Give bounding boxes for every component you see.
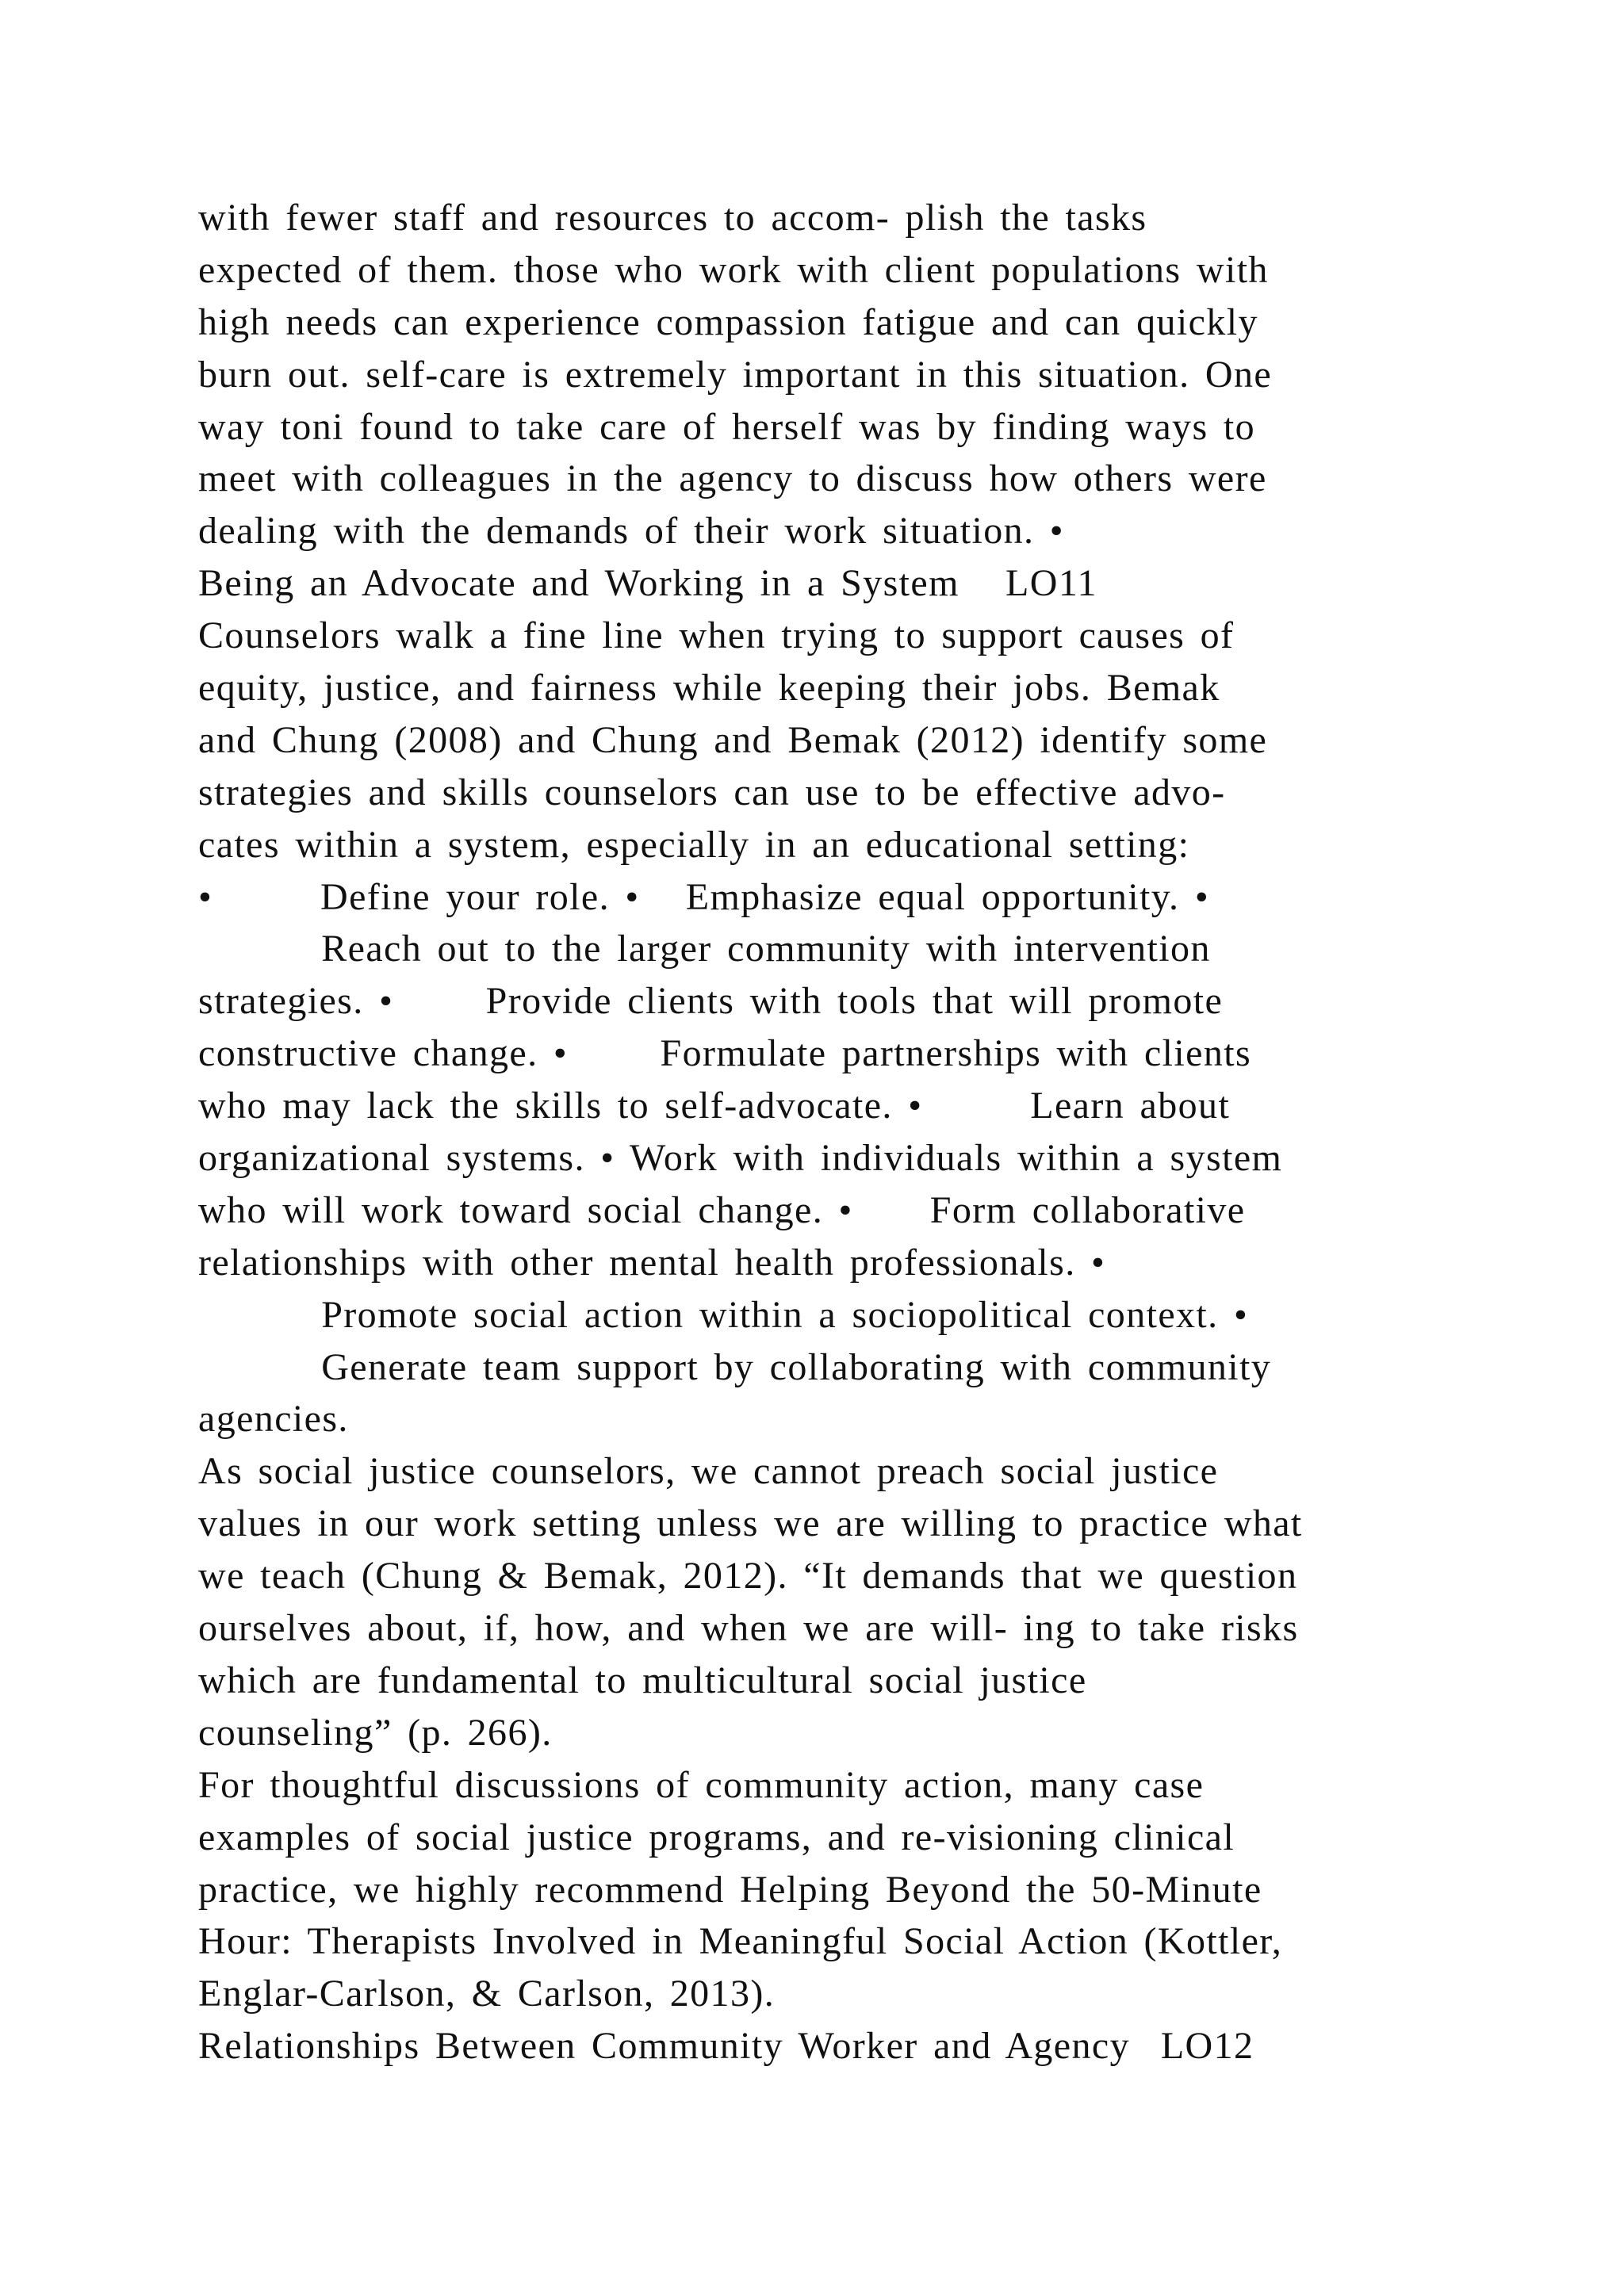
text-line: • Define your role. • Emphasize equal opportunity. • xyxy=(198,875,1210,918)
text-line: constructive change. • Formulate partnerships with clients xyxy=(198,1032,1252,1075)
text-line: Generate team support by collaborating with community xyxy=(198,1345,1272,1388)
text-line: with fewer staff and resources to accom- plish the tasks xyxy=(198,197,1147,239)
text-line: burn out. self-care is extremely important in this situation. One xyxy=(198,353,1273,396)
text-line: meet with colleagues in the agency to discuss how others were xyxy=(198,457,1267,500)
text-line: who may lack the skills to self-advocate. • Learn about xyxy=(198,1085,1231,1127)
text-line: equity, justice, and fairness while keeping their jobs. Bemak xyxy=(198,667,1220,710)
text-line: organizational systems. • Work with individuals within a system xyxy=(198,1137,1283,1180)
text-line: relationships with other mental health professionals. • xyxy=(198,1241,1106,1284)
text-line: cates within a system, especially in an educational setting: xyxy=(198,823,1190,866)
text-line: Englar-Carlson, & Carlson, 2013). xyxy=(198,1973,776,2015)
text-line: ourselves about, if, how, and when we are will- ing to take risks xyxy=(198,1607,1299,1650)
text-line: Being an Advocate and Working in a System LO11 xyxy=(198,562,1097,605)
text-line: expected of them. those who work with client populations with xyxy=(198,248,1269,291)
text-line: Hour: Therapists Involved in Meaningful Social Action (Kottler, xyxy=(198,1920,1283,1963)
text-line: high needs can experience compassion fatigue and can quickly xyxy=(198,300,1258,343)
text-line: values in our work setting unless we are willing to practice what xyxy=(198,1502,1303,1545)
text-line: counseling” (p. 266). xyxy=(198,1711,553,1754)
document-body xyxy=(198,192,1507,2072)
text-line: For thoughtful discussions of community action, many case xyxy=(198,1763,1205,1806)
text-line: way toni found to take care of herself was by finding ways to xyxy=(198,405,1256,448)
text-line: As social justice counselors, we cannot preach social justice xyxy=(198,1450,1219,1493)
text-line: agencies. xyxy=(198,1398,349,1441)
text-line: Promote social action within a sociopolitical context. • xyxy=(198,1293,1249,1336)
text-line: Relationships Between Community Worker and Agency LO12 xyxy=(198,2025,1254,2068)
text-line: practice, we highly recommend Helping Beyond the 50-Minute xyxy=(198,1868,1262,1911)
text-line: who will work toward social change. • Form collaborative xyxy=(198,1188,1246,1231)
text-line: dealing with the demands of their work situation. • xyxy=(198,510,1065,553)
text-line: we teach (Chung & Bemak, 2012). “It demands that we question xyxy=(198,1555,1298,1598)
text-line: which are fundamental to multicultural social justice xyxy=(198,1659,1087,1701)
text-line: strategies and skills counselors can use to be effective advo- xyxy=(198,771,1226,813)
text-line: Counselors walk a fine line when trying to support causes of xyxy=(198,614,1235,657)
text-line: and Chung (2008) and Chung and Bemak (2012) identify some xyxy=(198,718,1268,761)
text-line: strategies. • Provide clients with tools that will promote xyxy=(198,980,1224,1023)
text-line: Reach out to the larger community with intervention xyxy=(198,928,1211,970)
text-line: examples of social justice programs, and re-visioning clinical xyxy=(198,1816,1235,1858)
